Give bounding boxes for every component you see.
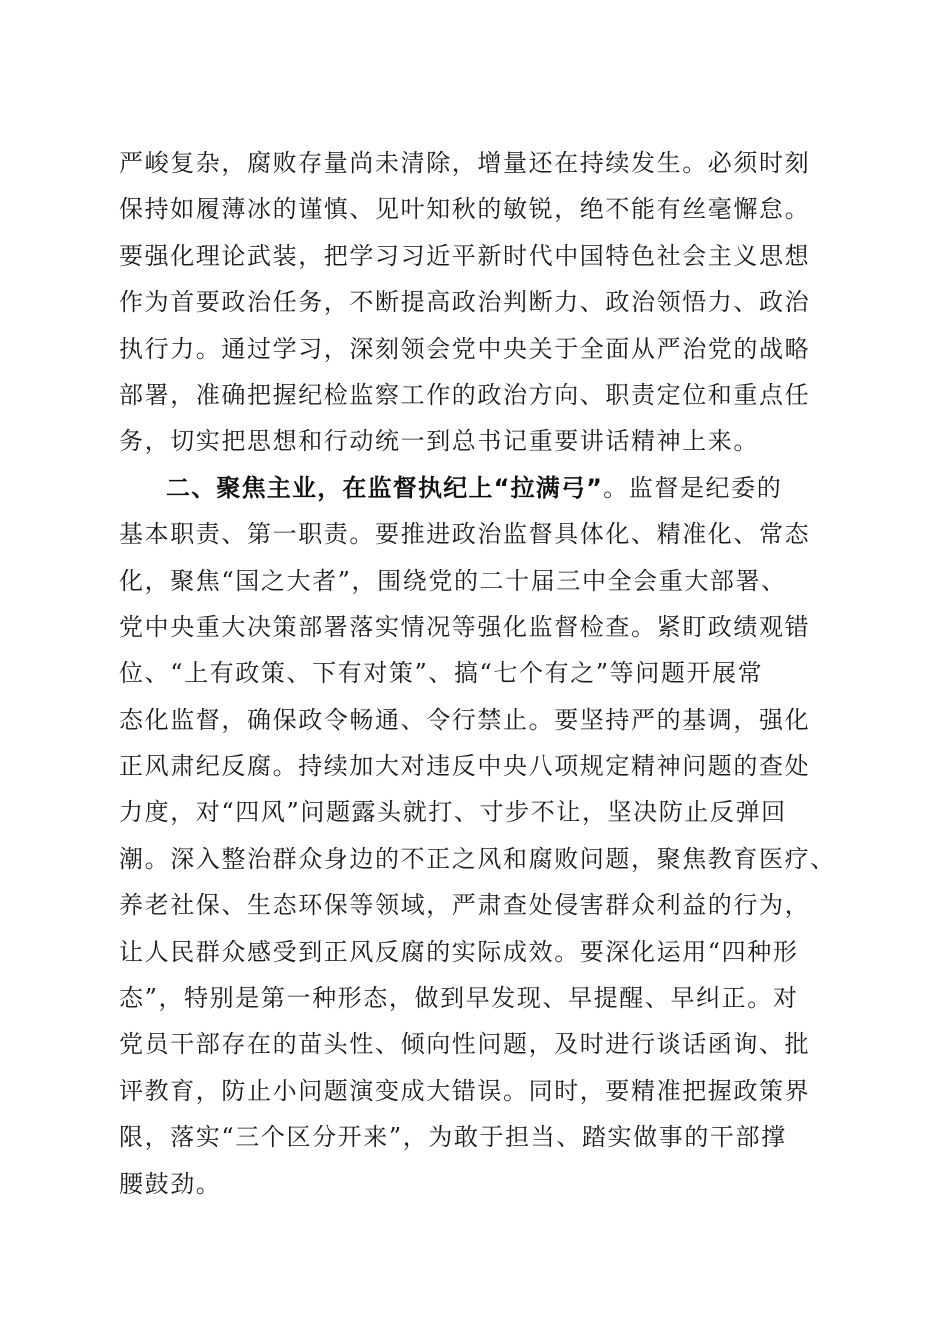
text-line: 党员干部存在的苗头性、倾向性问题，及时进行谈话函询、批	[119, 1030, 811, 1059]
text-line: 要强化理论武装，把学习习近平新时代中国特色社会主义思想	[119, 241, 811, 270]
document-body	[119, 140, 859, 1207]
text-line: 评教育，防止小问题演变成大错误。同时，要精准把握政策界	[119, 1076, 811, 1105]
text-line: 限，落实“三个区分开来”，为敢于担当、踏实做事的干部撑	[119, 1123, 787, 1152]
text-line: 执行力。通过学习，深刻领会党中央关于全面从严治党的战略	[119, 334, 811, 363]
text-line: 态化监督，确保政令畅通、令行禁止。要坚持严的基调，强化	[119, 705, 811, 734]
text-line: 保持如履薄冰的谨慎、见叶知秋的敏锐，绝不能有丝毫懈怠。	[119, 195, 811, 224]
text-line: 基本职责、第一职责。要推进政治监督具体化、精准化、常态	[119, 520, 811, 549]
text-line: 让人民群众感受到正风反腐的实际成效。要深化运用“四种形	[119, 937, 799, 966]
text-line: 作为首要政治任务，不断提高政治判断力、政治领悟力、政治	[119, 288, 811, 317]
text-line: 部署，准确把握纪检监察工作的政治方向、职责定位和重点任	[119, 380, 811, 409]
text-line: 态”，特别是第一种形态，做到早发现、早提醒、早纠正。对	[119, 984, 799, 1013]
text-line: 化，聚焦“国之大者”，围绕党的二十届三中全会重大部署、	[119, 566, 787, 595]
text-line: 位、“上有政策、下有对策”、搞“七个有之”等问题开展常	[119, 659, 764, 688]
text-line: 严峻复杂，腐败存量尚未清除，增量还在持续发生。必须时刻	[119, 149, 811, 177]
section-heading: 二、聚焦主业，在监督执纪上“拉满弓”	[166, 473, 604, 502]
section-heading-continuation: 。监督是纪委的	[603, 473, 783, 502]
text-line: 潮。深入整治群众身边的不正之风和腐败问题，聚焦教育医疗、	[119, 844, 836, 873]
text-line: 腰鼓劲。	[119, 1169, 222, 1198]
text-line: 务，切实把思想和行动统一到总书记重要讲话精神上来。	[119, 427, 759, 456]
text-line: 正风肃纪反腐。持续加大对违反中央八项规定精神问题的查处	[119, 752, 811, 781]
text-line: 党中央重大决策部署落实情况等强化监督检查。紧盯政绩观错	[119, 612, 811, 641]
section-heading-line	[119, 465, 859, 511]
text-line: 力度，对“四风”问题露头就打、寸步不让，坚决防止反弹回	[119, 798, 787, 827]
text-line: 养老社保、生态环保等领域，严肃查处侵害群众利益的行为，	[119, 891, 811, 920]
